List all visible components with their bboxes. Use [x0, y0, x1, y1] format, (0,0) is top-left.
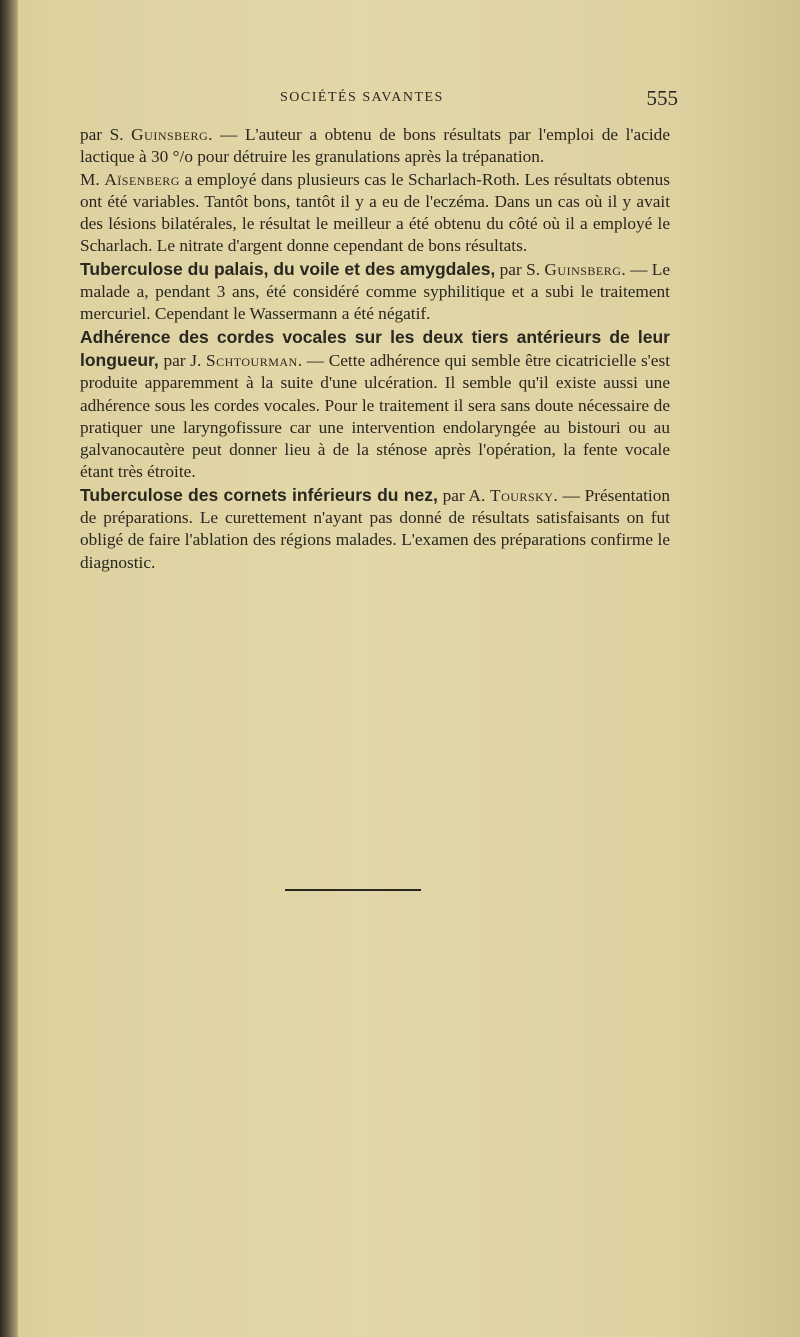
section-heading: Adhérence des cordes vocales sur les deux tiers antérieurs de leur longueur,	[80, 326, 670, 370]
paragraph-2-prefix: M.	[80, 169, 105, 189]
paragraph-1-prefix: par S.	[80, 125, 132, 144]
paragraph-3-prefix: par S.	[495, 259, 545, 279]
paragraph-1-text: . — L'auteur a obtenu de bons résultats par l'emploi de l'acide lactique à 30 °/o pour détruire les granulations après la trépanation.	[80, 125, 670, 167]
page-header	[80, 86, 680, 116]
paragraph-5-prefix: par A.	[437, 485, 491, 505]
section-heading: Tuberculose du palais, du voile et des amygdales,	[80, 258, 496, 279]
page-number: 555	[646, 86, 678, 110]
section-end-rule	[285, 889, 421, 891]
paragraph-3-text: . — Le malade a, pendant 3 ans, été considéré comme syphilitique et a subi le traitement mercuriel. Cependant le Wassermann a été négatif.	[80, 259, 670, 324]
paragraph-4-text: . — Cette adhérence qui semble être cicatricielle s'est produite apparemment à la suite d'une ulcération. Il semble qu'il existe aussi une adhérence sous les cordes vocales. Pour le traitement il sera sans doute nécessaire de pratiquer une laryngofissure car une intervention endolaryngée au bistouri ou au galvanocautère peut donner lieu à de la sténose après l'opération, la fente vocale étant très étroite.	[80, 350, 670, 482]
paragraph-5-text: . — Présentation de préparations. Le curettement n'ayant pas donné de résultats satisfaisants on fut obligé de faire l'ablation des régions malades. L'examen des préparations confirme le diagnostic.	[80, 485, 671, 572]
author-name: Aïsenberg	[104, 169, 180, 189]
paragraph-1	[80, 124, 670, 169]
article-body	[80, 124, 670, 574]
paragraph-2-text: a employé dans plusieurs cas le Scharlach-Roth. Les résultats obtenus ont été variables. Tantôt bons, tantôt il y a eu de l'eczéma. Dans un cas où il y avait des lésions bilatérales, le résultat le meilleur a été obtenu du côté où il a employé le Scharlach. Le nitrate d'argent donne cependant de bons résultats.	[80, 169, 671, 256]
paragraph-3	[80, 258, 670, 326]
author-name: Guinsberg	[131, 125, 209, 144]
author-name: Toursky	[490, 485, 554, 505]
section-heading: Tuberculose des cornets inférieurs du nez,	[80, 484, 438, 505]
paragraph-4-prefix: par J.	[158, 350, 206, 370]
book-binding-edge	[0, 0, 18, 1337]
paragraph-4	[80, 326, 670, 484]
author-name: Guinsberg	[544, 259, 622, 279]
paragraph-2	[80, 169, 670, 258]
paragraph-5	[80, 484, 670, 574]
author-name: Schtourman	[205, 350, 298, 370]
running-head: SOCIÉTÉS SAVANTES	[280, 90, 444, 105]
